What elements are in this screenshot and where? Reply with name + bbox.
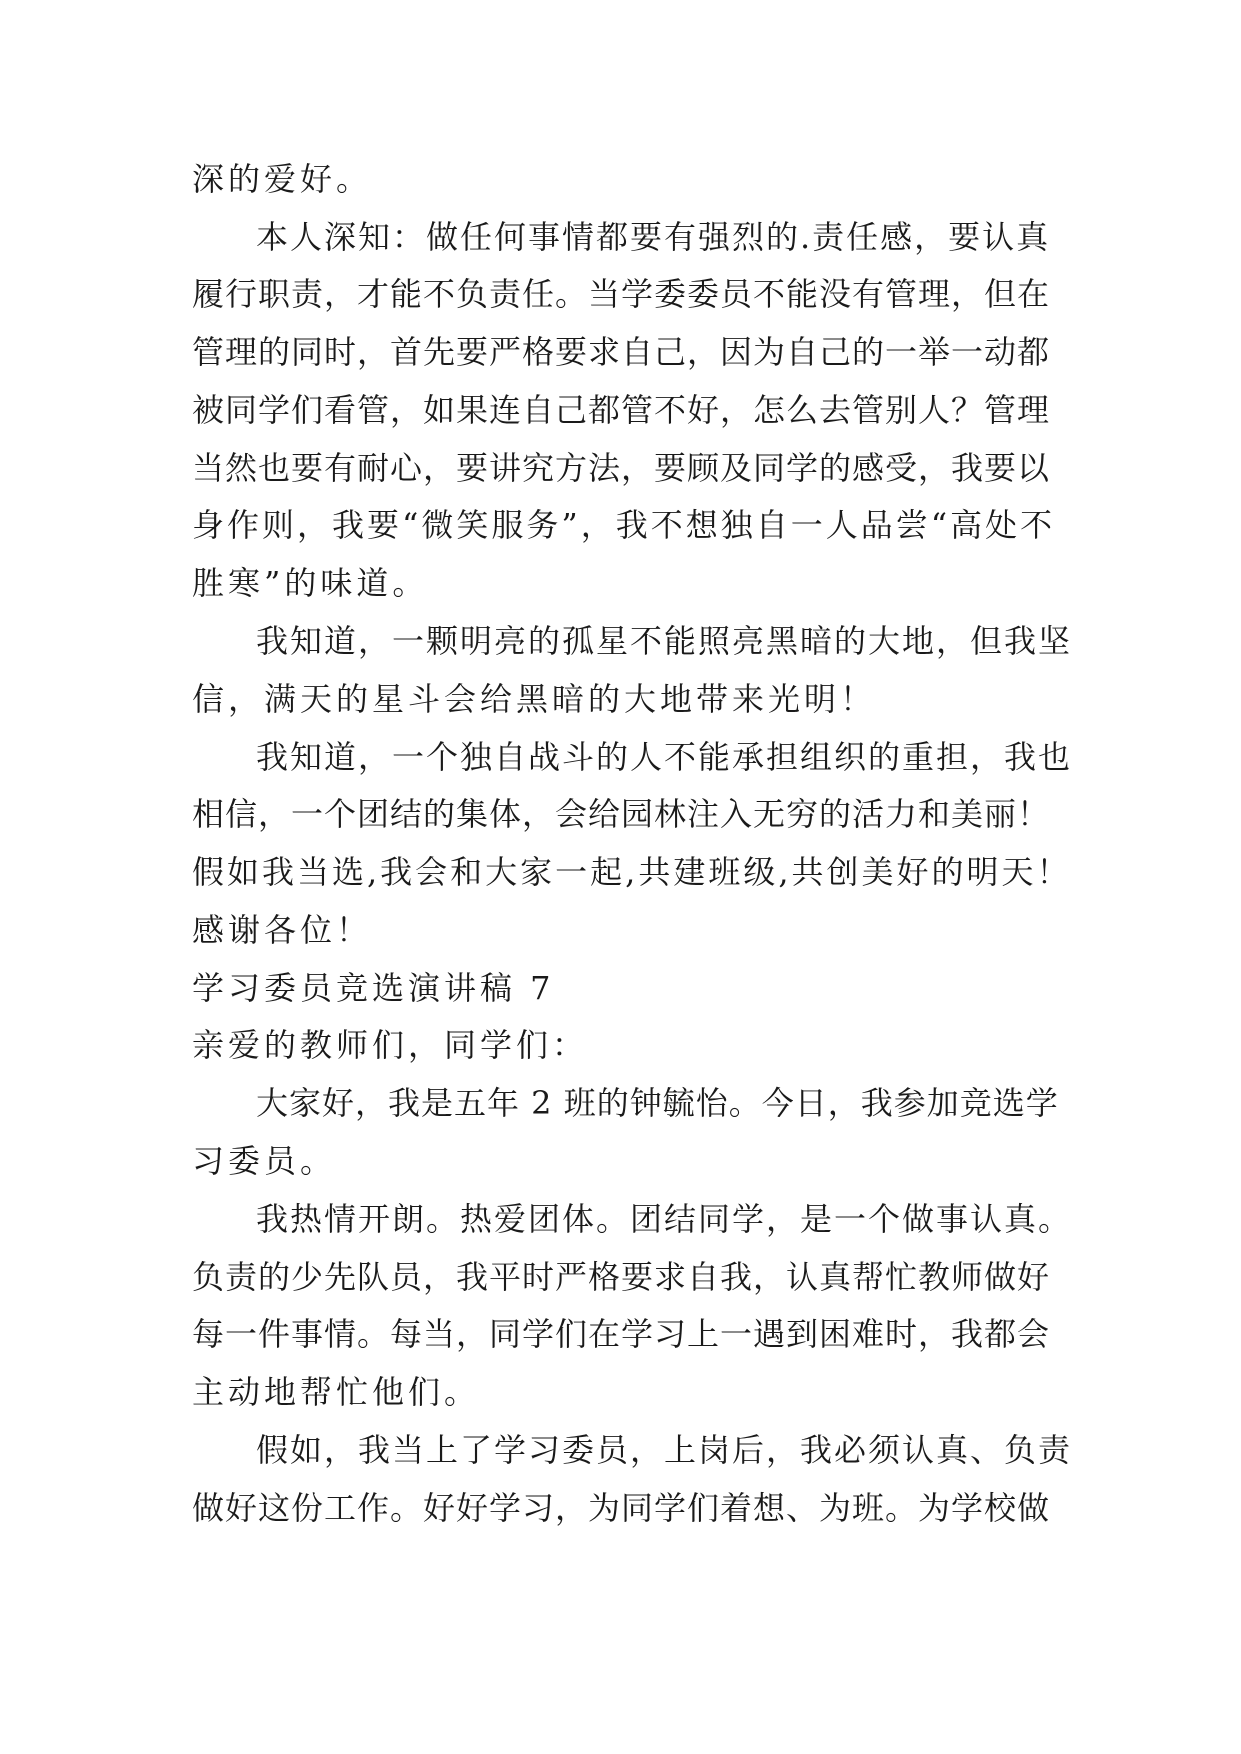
text-line: 负责的少先队员，我平时严格要求自我，认真帮忙教师做好 (192, 1258, 1051, 1296)
salutation: 亲爱的教师们，同学们： (192, 1026, 589, 1064)
text-line: 假如我当选,我会和大家一起,共建班级,共创美好的明天！ (192, 853, 1072, 891)
text-line: 习委员。 (192, 1142, 337, 1180)
text-line: 信，满天的星斗会给黑暗的大地带来光明！ (192, 680, 877, 718)
text-line: 管理的同时，首先要严格要求自己，因为自己的一举一动都 (192, 333, 1051, 371)
text-line: 身作则，我要“微笑服务”，我不想独自一人品尝“高处不 (192, 506, 1056, 544)
paragraph-first-line: 我热情开朗。热爱团体。团结同学，是一个做事认真。 (256, 1200, 1073, 1238)
text-line: 被同学们看管，如果连自己都管不好，怎么去管别人？管理 (192, 391, 1051, 429)
text-line: 深的爱好。 (192, 160, 373, 198)
text-line: 胜寒”的味道。 (192, 564, 429, 602)
text-line: 履行职责，才能不负责任。当学委委员不能没有管理，但在 (192, 275, 1051, 313)
paragraph-first-line: 我知道，一个独自战斗的人不能承担组织的重担，我也 (256, 738, 1073, 776)
text-line: 每一件事情。每当，同学们在学习上一遇到困难时，我都会 (192, 1315, 1051, 1353)
paragraph-first-line: 大家好，我是五年 2 班的钟毓怡。今日，我参加竞选学 (256, 1084, 1059, 1122)
text-line: 主动地帮忙他们。 (192, 1373, 481, 1411)
paragraph-first-line: 假如，我当上了学习委员，上岗后，我必须认真、负责 (256, 1431, 1073, 1469)
text-line: 相信，一个团结的集体，会给园林注入无穷的活力和美丽！ (192, 795, 1051, 833)
paragraph-first-line: 本人深知：做任何事情都要有强烈的.责任感，要认真 (256, 218, 1051, 256)
section-title: 学习委员竞选演讲稿 7 (192, 969, 555, 1007)
text-line: 做好这份工作。好好学习，为同学们着想、为班。为学校做 (192, 1489, 1051, 1527)
text-line: 当然也要有耐心，要讲究方法，要顾及同学的感受，我要以 (192, 449, 1051, 487)
paragraph-first-line: 我知道，一颗明亮的孤星不能照亮黑暗的大地，但我坚 (256, 622, 1073, 660)
text-line: 感谢各位！ (192, 911, 373, 949)
